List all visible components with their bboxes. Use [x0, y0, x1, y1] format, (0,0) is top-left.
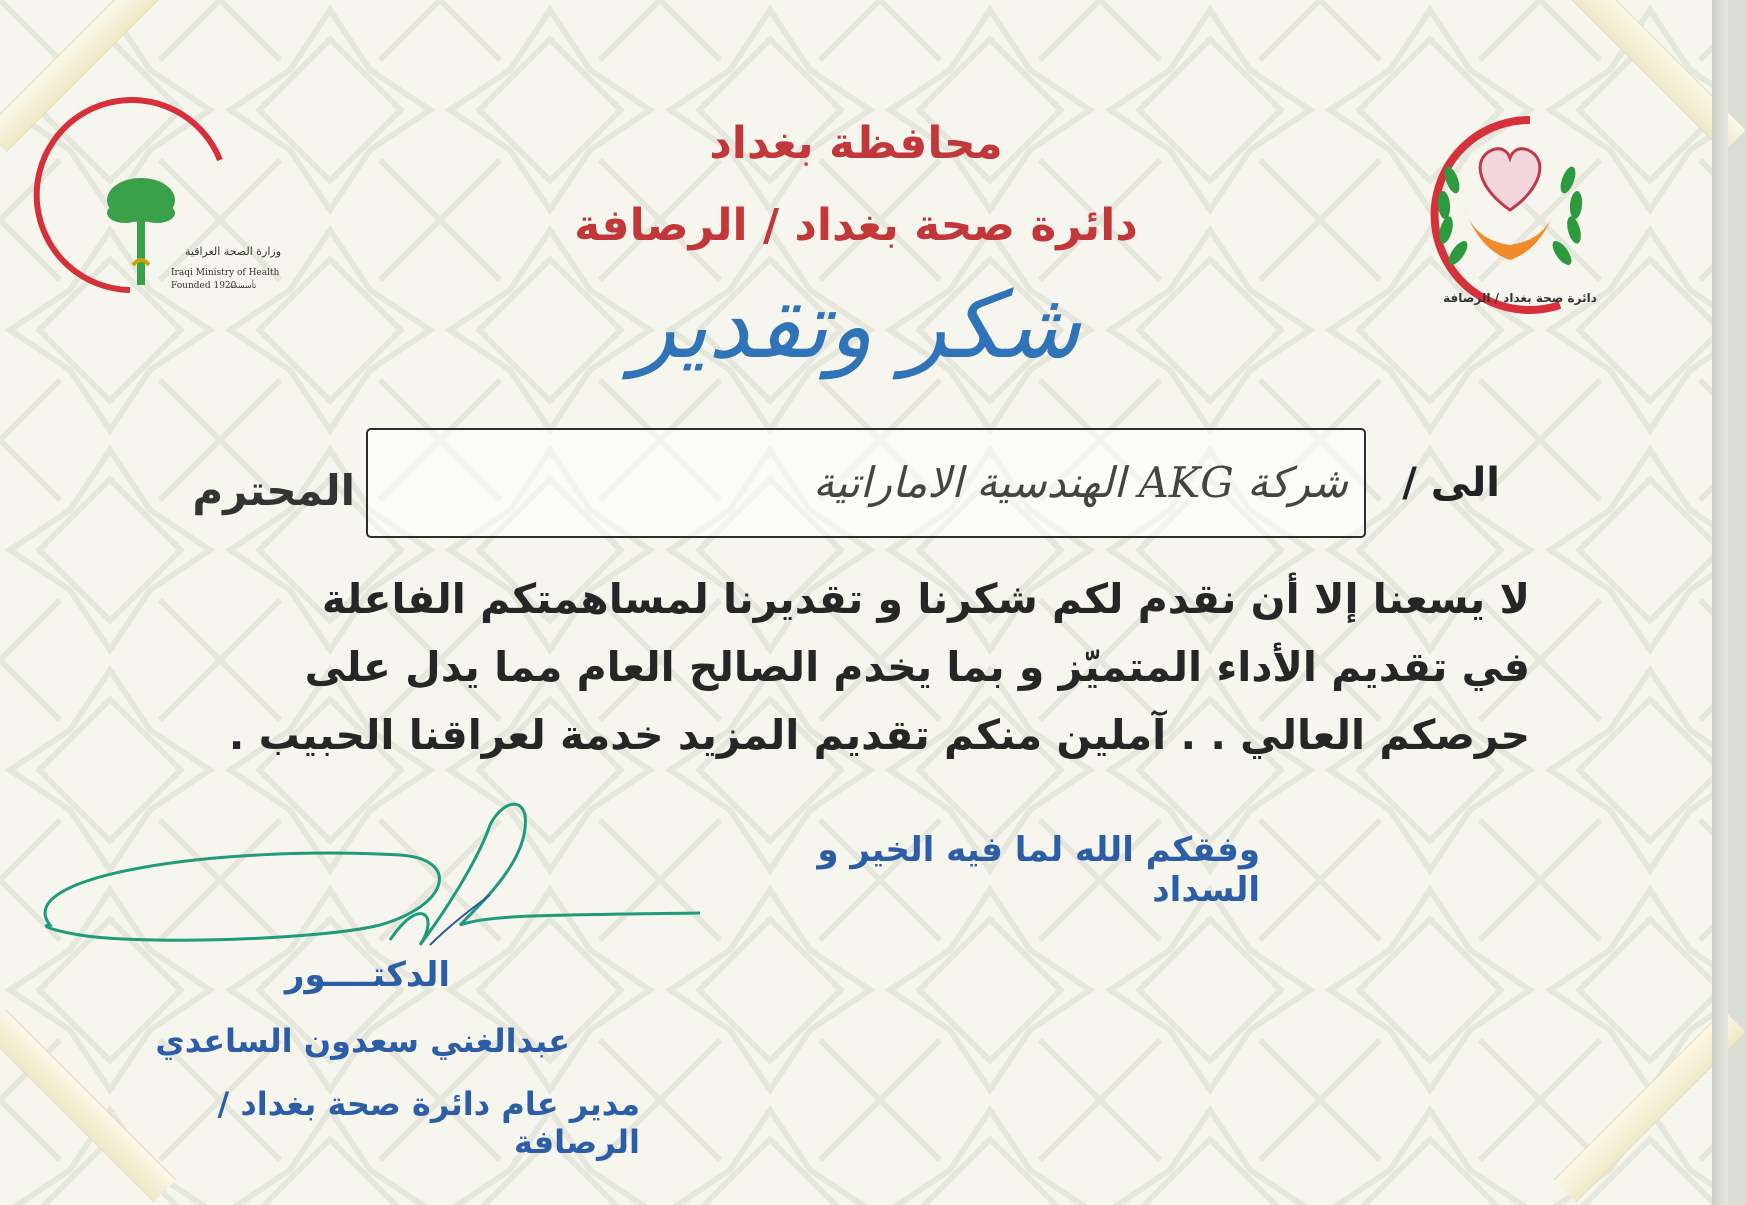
page-edge: [1712, 0, 1728, 1205]
certificate-body: [210, 565, 1530, 769]
ministry-english-name: Iraqi Ministry of Health: [171, 268, 280, 278]
body-line-1: لا يسعنا إلا أن نقدم لكم شكرنا و تقديرنا لمساهمتكم الفاعلة: [321, 575, 1530, 623]
header-governorate: محافظة بغداد: [709, 118, 1003, 169]
signatory-title: الدكتــــور: [284, 955, 450, 995]
ministry-founded: Founded 1920: [171, 281, 237, 291]
header-directorate: دائرة صحة بغداد / الرصافة: [574, 200, 1138, 251]
addressee-box: [366, 428, 1366, 538]
honorific: المحترم: [192, 466, 355, 515]
to-label: الى /: [1402, 460, 1500, 506]
body-line-2: في تقديم الأداء المتميّز و بما يخدم الصالح العام مما يدل على: [304, 643, 1530, 691]
addressee-name: شركة AKG الهندسية الاماراتية: [813, 458, 1348, 507]
signatory-position: مدير عام دائرة صحة بغداد / الرصافة: [217, 1085, 640, 1161]
body-line-3: حرصكم العالي . . آملين منكم تقديم المزيد خدمة لعراقنا الحبيب .: [228, 711, 1530, 759]
ministry-arabic-name: وزارة الصحة العراقية: [185, 245, 282, 258]
signatory-name: عبدالغني سعدون الساعدي: [155, 1022, 570, 1060]
ministry-founded-ar: تأسست: [230, 281, 257, 290]
handwritten-signature-icon: [20, 795, 700, 975]
certificate-title: شكر وتقدير: [631, 272, 1081, 379]
addressee-row: [0, 428, 1712, 538]
directorate-caption: دائرة صحة بغداد / الرصافة: [1443, 291, 1597, 305]
closing-phrase: وفقكم الله لما فيه الخير و السداد: [817, 830, 1260, 910]
